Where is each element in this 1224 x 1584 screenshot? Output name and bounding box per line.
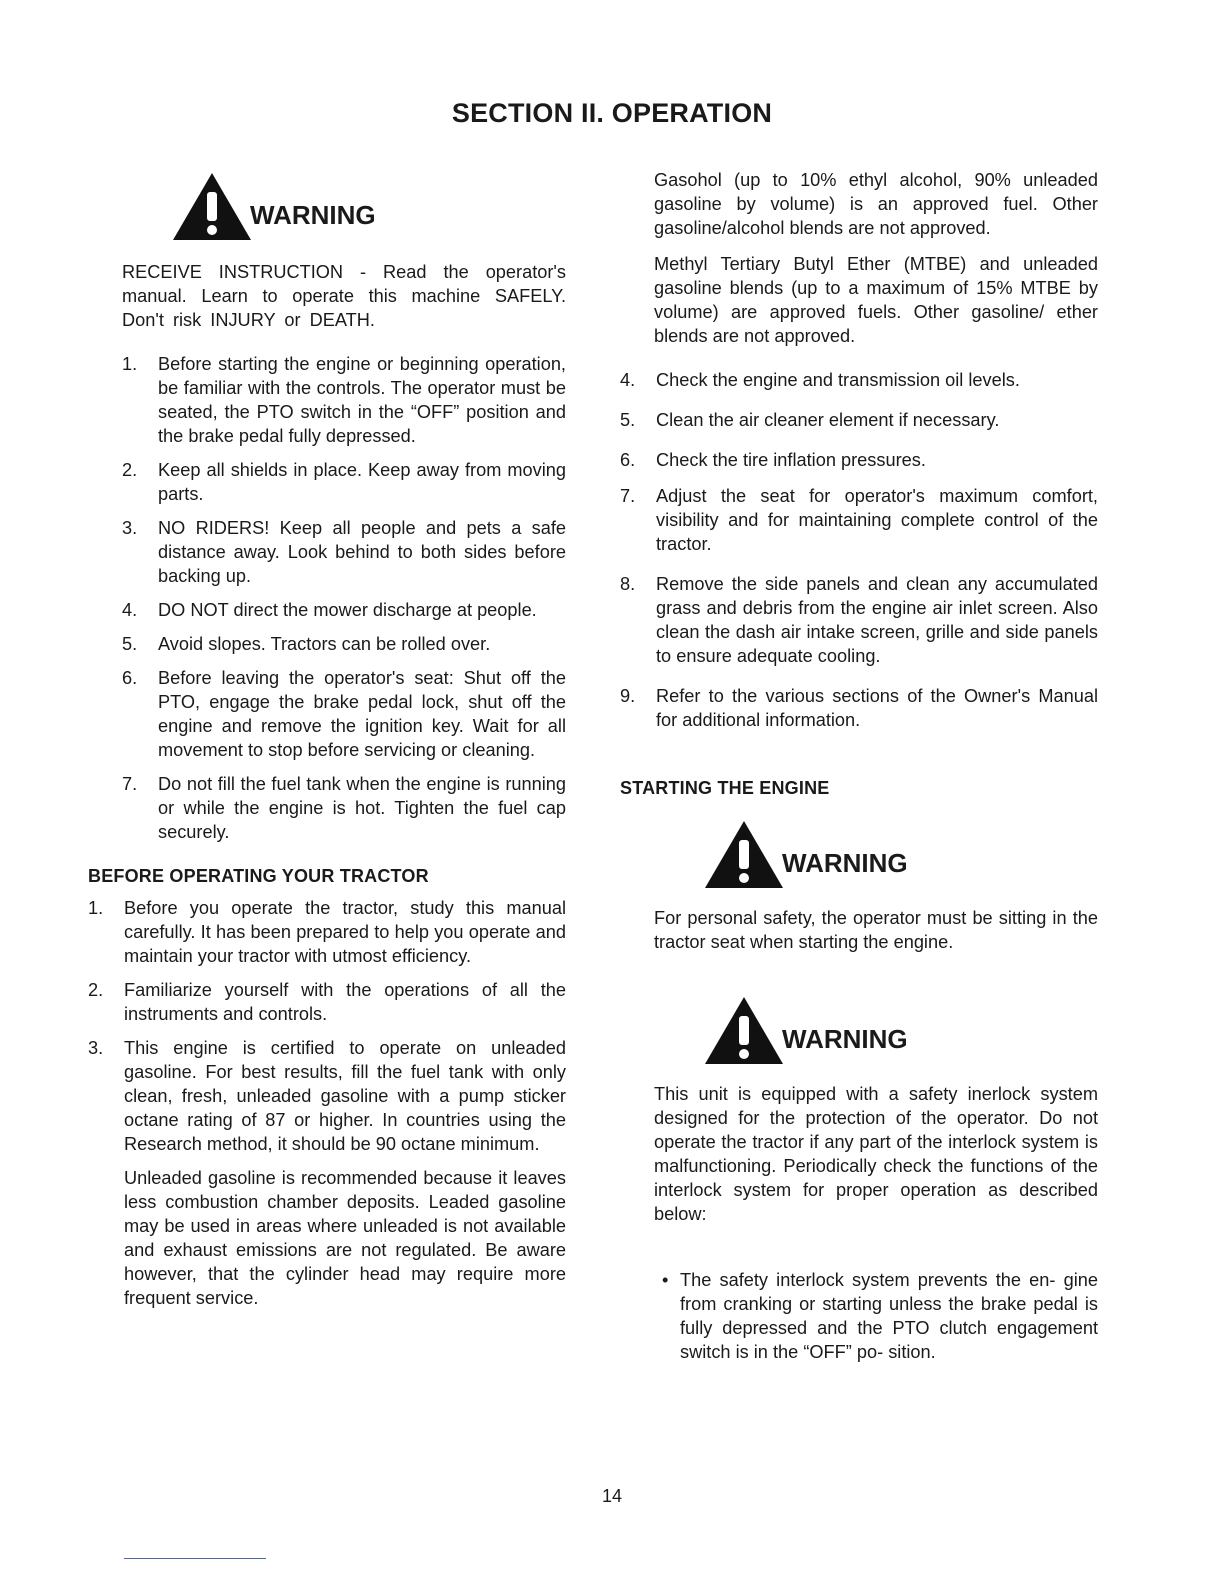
list-item: 3. This engine is certified to operate on unleaded gasoline. For best results, fill the fuel tank with only clean, fresh, unleaded gasoline with a pump sticker octane rating of 87 or higher. In countries using the Research method, it should be 90 octane minimum. xyxy=(88,1038,566,1154)
warning-text: For personal safety, the operator must be sitting in the tractor seat when starting the engine. xyxy=(654,908,1098,952)
before-operating-heading: BEFORE OPERATING YOUR TRACTOR xyxy=(88,866,429,886)
left-column xyxy=(88,172,566,1310)
warning-triangle-icon xyxy=(170,170,254,242)
warning-label: WARNING xyxy=(250,200,376,230)
list-item: 8. Remove the side panels and clean any accumulated grass and debris from the engine air inlet screen. Also clean the dash air intake screen, grille and side panels to ensure adequate cooling. xyxy=(620,574,1098,666)
mtbe-paragraph: Methyl Tertiary Butyl Ether (MTBE) and unleaded gasoline blends (up to a maximum of 15% MTBE by volume) are approved fuels. Other gasoline/ ether blends are not approved. xyxy=(654,254,1098,346)
list-item: 2. Keep all shields in place. Keep away from moving parts. xyxy=(122,460,566,504)
safety-list xyxy=(122,352,566,844)
list-item: 6. Before leaving the operator's seat: Shut off the PTO, engage the brake pedal lock, shut off the engine and remove the ignition key. Wait for all movement to stop before servicing or cleaning. xyxy=(122,668,566,760)
interlock-warning-text: This unit is equipped with a safety inerlock system designed for the protection of the operator. Do not operate the tractor if any part of the interlock system is malfunctioning. Periodically check the functions of the interlock system for proper operation as described below: xyxy=(654,1084,1098,1224)
list-item: 6. Check the tire inflation pressures. xyxy=(620,450,926,470)
list-item: 4. DO NOT direct the mower discharge at people. xyxy=(122,600,537,620)
warning-triangle-icon xyxy=(702,818,786,890)
list-item: 5. Avoid slopes. Tractors can be rolled over. xyxy=(122,634,491,654)
page-number: 14 xyxy=(601,1486,623,1506)
warning-heading xyxy=(170,172,566,242)
bullet-mark: • xyxy=(662,1270,669,1290)
warning-label: WARNING xyxy=(782,1024,908,1054)
section-title: SECTION II. OPERATION xyxy=(451,98,773,128)
footer-rule xyxy=(124,1558,266,1559)
warning-heading xyxy=(702,996,1098,1066)
list-item: 1. Before you operate the tractor, study this manual carefully. It has been prepared to help you operate and maintain your tractor with utmost efficiency. xyxy=(88,898,566,966)
list-item: 4. Check the engine and transmission oil levels. xyxy=(620,370,1020,390)
list-item: 7. Do not fill the fuel tank when the engine is running or while the engine is hot. Tighten the fuel cap securely. xyxy=(122,774,566,842)
warning-triangle-icon xyxy=(702,994,786,1066)
warning-label: WARNING xyxy=(782,848,908,878)
warning-heading xyxy=(702,820,1098,890)
list-item: 5. Clean the air cleaner element if necessary. xyxy=(620,410,1000,430)
list-item: 1. Before starting the engine or beginning operation, be familiar with the controls. The operator must be seated, the PTO switch in the “OFF” position and the brake pedal fully depressed. xyxy=(122,354,566,446)
list-item: 9. Refer to the various sections of the Owner's Manual for additional information. xyxy=(620,686,1098,730)
before-operating-list xyxy=(88,896,566,1156)
warning-text: RECEIVE INSTRUCTION - Read the operator's manual. Learn to operate this machine SAFELY. Don't risk INJURY or DEATH. xyxy=(122,262,566,330)
interlock-bullet xyxy=(654,1268,1098,1364)
preparation-list xyxy=(620,368,1098,732)
unleaded-paragraph: Unleaded gasoline is recommended because it leaves less combustion chamber deposits. Leaded gasoline may be used in areas where unleaded is not available and exhaust emissions are not regulated. Be aware however, that the cylinder head may require more frequent service. xyxy=(124,1168,566,1308)
gasohol-paragraph: Gasohol (up to 10% ethyl alcohol, 90% unleaded gasoline by volume) is an approved fuel. Other gasoline/alcohol blends are not approved. xyxy=(654,170,1098,238)
list-item: 2. Familiarize yourself with the operations of all the instruments and controls. xyxy=(88,980,566,1024)
starting-engine-heading: STARTING THE ENGINE xyxy=(620,778,830,798)
list-item: 7. Adjust the seat for operator's maximum comfort, visibility and for maintaining complete control of the tractor. xyxy=(620,486,1098,554)
bullet-text: The safety interlock system prevents the en- gine from cranking or starting unless the brake pedal is fully depressed and the PTO clutch engagement switch is in the “OFF” po- sition. xyxy=(680,1270,1098,1362)
list-item: 3. NO RIDERS! Keep all people and pets a safe distance away. Look behind to both sides before backing up. xyxy=(122,518,566,586)
right-column xyxy=(620,168,1098,1364)
